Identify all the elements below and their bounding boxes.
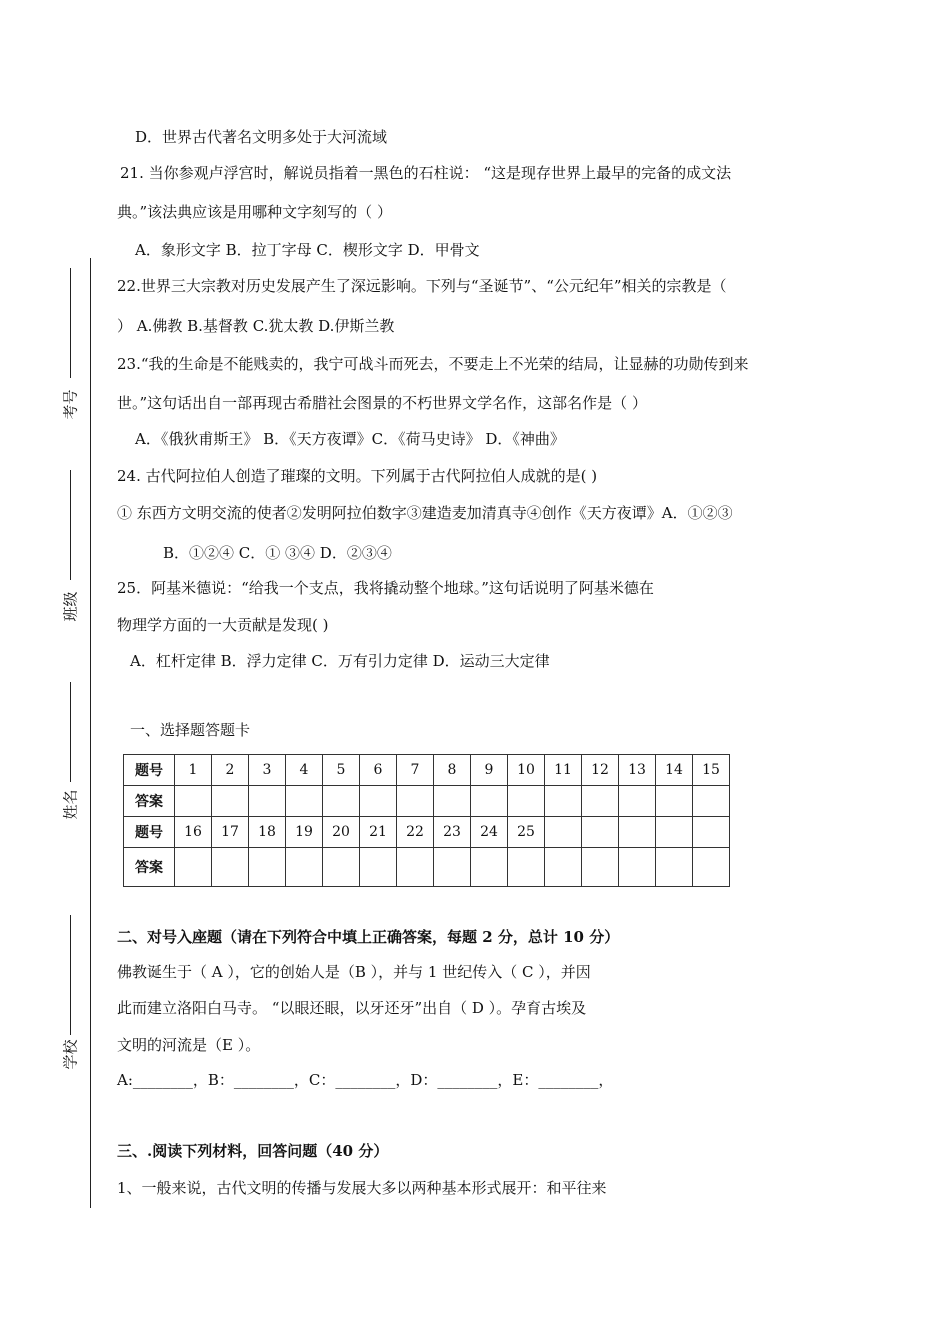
table-row (124, 786, 730, 817)
answer-cell[interactable] (545, 848, 582, 887)
answer-header: 答案 (124, 786, 175, 817)
question-number: 19 (286, 817, 323, 848)
section3-passage: 1、一般来说，古代文明的传播与发展大多以两种基本形式展开：和平往来 (117, 1179, 607, 1197)
answer-cell[interactable] (619, 848, 656, 887)
class-label: 班级 (61, 591, 80, 622)
answer-card-table (123, 754, 730, 887)
number-header: 题号 (124, 755, 175, 786)
section2-answer-blanks[interactable]: A:________，B：________，C：________，D：________，E：________， (117, 1071, 614, 1089)
answer-cell[interactable] (434, 848, 471, 887)
question-number: 18 (249, 817, 286, 848)
q23-stem-line2: 世。”这句话出自一部再现古希腊社会图景的不朽世界文学名作，这部名作是（ ） (117, 394, 647, 412)
q21-options: A．象形文字 B．拉丁字母 C．楔形文字 D．甲骨文 (135, 241, 480, 259)
question-number: 2 (212, 755, 249, 786)
q20-option-d: D．世界古代著名文明多处于大河流域 (135, 128, 388, 146)
answer-cell[interactable] (508, 786, 545, 817)
answer-cell[interactable] (323, 786, 360, 817)
name-blank (70, 682, 71, 782)
answer-cell[interactable] (212, 848, 249, 887)
answer-cell[interactable] (582, 848, 619, 887)
question-number (619, 817, 656, 848)
question-number (545, 817, 582, 848)
section2-line2: 此而建立洛阳白马寺。 “以眼还眼，以牙还牙”出自（ D ）。孕育古埃及 (117, 999, 587, 1017)
answer-cell[interactable] (397, 786, 434, 817)
q23-stem-line1: 23.“我的生命是不能贱卖的，我宁可战斗而死去，不要走上不光荣的结局，让显赫的功勋传到来 (117, 355, 749, 373)
answer-cell[interactable] (434, 786, 471, 817)
question-number: 1 (175, 755, 212, 786)
q24-options: B．①②④ C．① ③④ D．②③④ (163, 544, 392, 562)
answer-header: 答案 (124, 848, 175, 887)
answer-cell[interactable] (360, 848, 397, 887)
name-label: 姓名 (61, 789, 80, 820)
question-number: 24 (471, 817, 508, 848)
question-number: 11 (545, 755, 582, 786)
question-number: 4 (286, 755, 323, 786)
q23-options: A．《俄狄甫斯王》 B．《天方夜谭》C．《荷马史诗》 D．《神曲》 (135, 430, 565, 448)
question-number: 16 (175, 817, 212, 848)
q25-stem-line2: 物理学方面的一大贡献是发现( ) (117, 616, 329, 634)
answer-cell[interactable] (656, 848, 693, 887)
class-blank (70, 470, 71, 580)
question-number (582, 817, 619, 848)
exam-no-label: 考号 (61, 389, 80, 420)
answer-cell[interactable] (175, 786, 212, 817)
answer-cell[interactable] (693, 786, 730, 817)
q22-stem: 22.世界三大宗教对历史发展产生了深远影响。下列与“圣诞节”、“公元纪年”相关的宗教是（ (117, 277, 727, 295)
question-number: 3 (249, 755, 286, 786)
question-number: 13 (619, 755, 656, 786)
question-number: 21 (360, 817, 397, 848)
table-row (124, 817, 730, 848)
question-number: 7 (397, 755, 434, 786)
question-number: 14 (656, 755, 693, 786)
section2-line3: 文明的河流是（E ）。 (117, 1036, 261, 1054)
answer-cell[interactable] (545, 786, 582, 817)
q25-options: A．杠杆定律 B．浮力定律 C．万有引力定律 D．运动三大定律 (130, 652, 550, 670)
question-number: 17 (212, 817, 249, 848)
binding-margin-line (90, 258, 91, 1208)
answer-cell[interactable] (582, 786, 619, 817)
question-number (656, 817, 693, 848)
question-number: 10 (508, 755, 545, 786)
number-header: 题号 (124, 817, 175, 848)
table-row (124, 755, 730, 786)
answer-cell[interactable] (360, 786, 397, 817)
q22-options: ） A.佛教 B.基督教 C.犹太教 D.伊斯兰教 (117, 317, 395, 335)
answer-cell[interactable] (249, 848, 286, 887)
answer-cell[interactable] (656, 786, 693, 817)
answer-cell[interactable] (471, 786, 508, 817)
answer-cell[interactable] (397, 848, 434, 887)
answer-cell[interactable] (323, 848, 360, 887)
q24-items: ① 东西方文明交流的使者②发明阿拉伯数字③建造麦加清真寺④创作《天方夜谭》A．①②③ (117, 504, 733, 522)
question-number: 8 (434, 755, 471, 786)
answer-cell[interactable] (249, 786, 286, 817)
question-number: 25 (508, 817, 545, 848)
question-number: 5 (323, 755, 360, 786)
exam-no-blank (70, 268, 71, 378)
q21-stem-line1: 21. 当你参观卢浮宫时，解说员指着一黑色的石柱说： “这是现存世界上最早的完备的成文法 (120, 164, 732, 182)
question-number (693, 817, 730, 848)
question-number: 12 (582, 755, 619, 786)
table-row (124, 848, 730, 887)
answer-cell[interactable] (175, 848, 212, 887)
section2-line1: 佛教诞生于（ A ），它的创始人是（B ），并与 1 世纪传入（ C ），并因 (117, 963, 591, 981)
section3-title: 三、.阅读下列材料，回答问题（40 分） (117, 1142, 389, 1160)
q24-stem: 24. 古代阿拉伯人创造了璀璨的文明。下列属于古代阿拉伯人成就的是( ) (117, 467, 598, 485)
answer-cell[interactable] (619, 786, 656, 817)
question-number: 20 (323, 817, 360, 848)
school-blank (70, 915, 71, 1035)
answer-cell[interactable] (212, 786, 249, 817)
answer-cell[interactable] (286, 848, 323, 887)
answer-cell[interactable] (693, 848, 730, 887)
q25-stem-line1: 25．阿基米德说：“给我一个支点，我将撬动整个地球。”这句话说明了阿基米德在 (117, 579, 654, 597)
section1-title: 一、选择题答题卡 (130, 721, 251, 739)
answer-cell[interactable] (286, 786, 323, 817)
question-number: 9 (471, 755, 508, 786)
answer-cell[interactable] (471, 848, 508, 887)
question-number: 22 (397, 817, 434, 848)
q21-stem-line2: 典。”该法典应该是用哪种文字刻写的（ ） (117, 203, 392, 221)
section2-title: 二、对号入座题（请在下列符合中填上正确答案，每题 2 分，总计 10 分） (117, 928, 620, 946)
question-number: 15 (693, 755, 730, 786)
question-number: 6 (360, 755, 397, 786)
answer-cell[interactable] (508, 848, 545, 887)
school-label: 学校 (61, 1039, 80, 1070)
question-number: 23 (434, 817, 471, 848)
